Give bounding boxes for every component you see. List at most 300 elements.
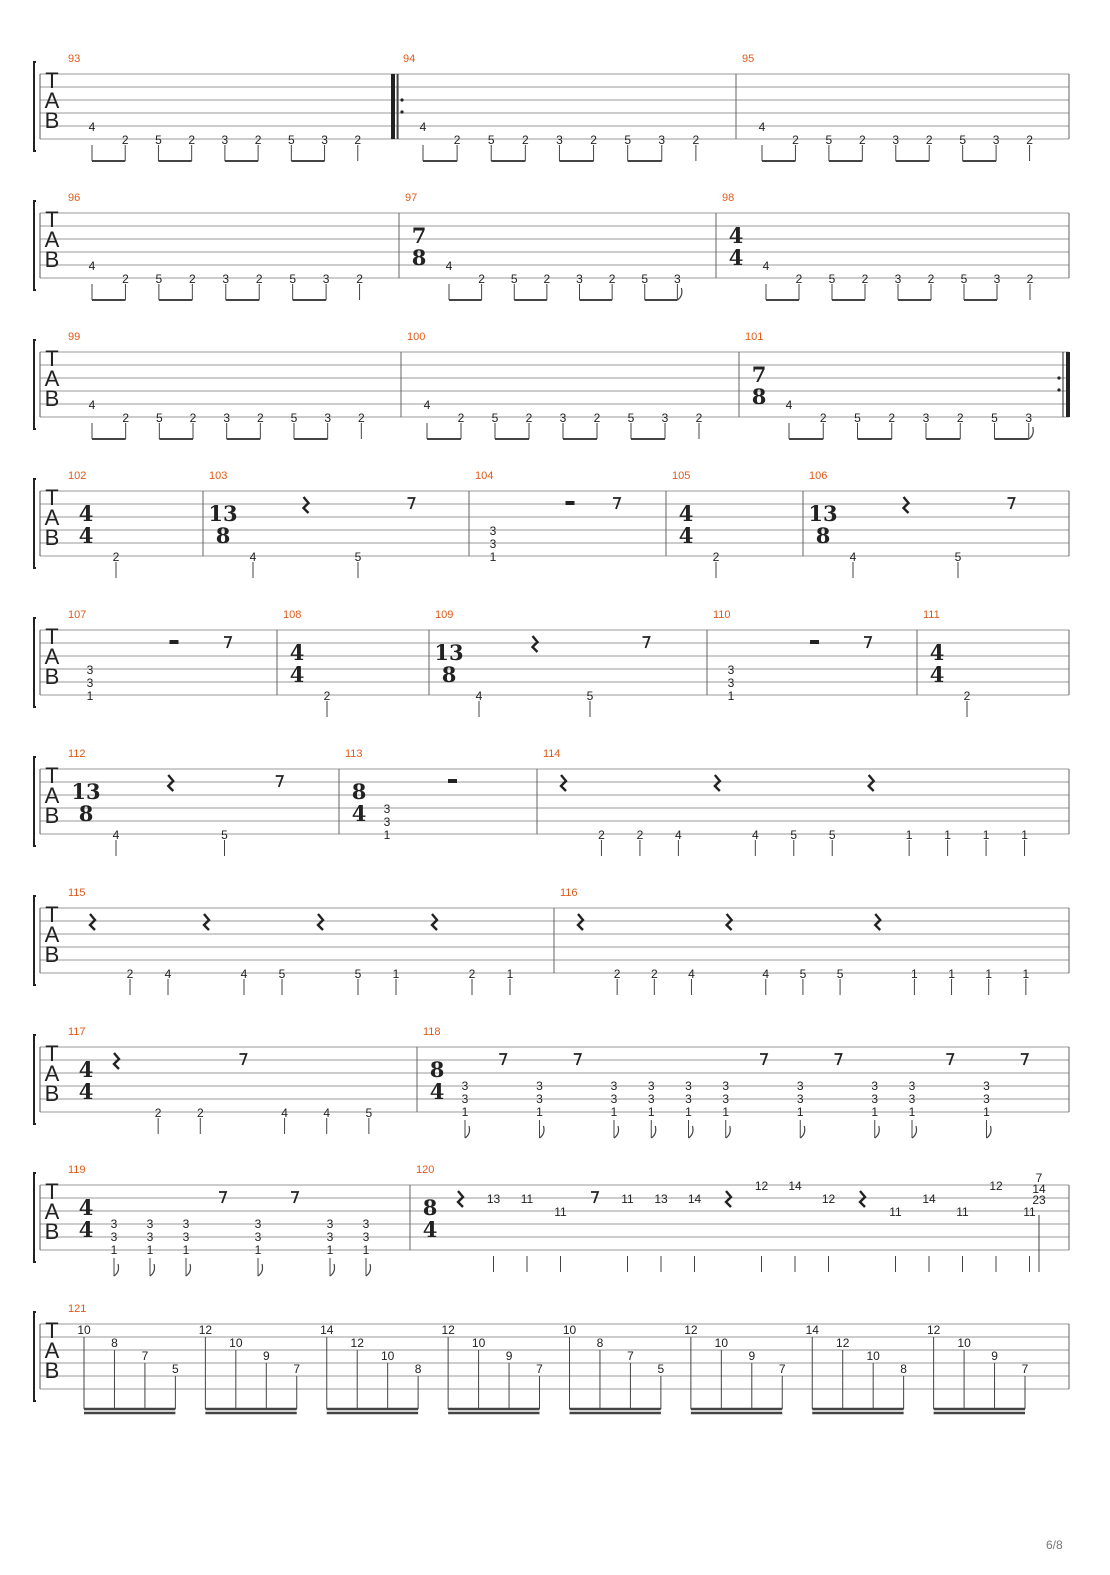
fret-number: 3 — [871, 1092, 879, 1106]
measure-number: 103 — [209, 470, 228, 482]
fret-number: 2 — [196, 1106, 204, 1120]
fret-number: 3 — [362, 1230, 370, 1244]
fret-number: 2 — [189, 411, 197, 425]
tab-clef-letter: B — [44, 1081, 60, 1106]
fret-number: 1 — [722, 1105, 730, 1119]
fret-number: 1 — [146, 1243, 154, 1257]
fret-number: 4 — [281, 1106, 288, 1120]
fret-number: 3 — [908, 1092, 916, 1106]
fret-number: 5 — [825, 133, 833, 147]
fret-number: 1 — [982, 828, 990, 842]
quarter-rest — [318, 914, 323, 930]
fret-number: 3 — [983, 1092, 990, 1106]
tab-clef-letter: T — [45, 1041, 59, 1066]
fret-number: 7 — [1035, 1171, 1043, 1185]
time-signature-denominator: 4 — [422, 1217, 438, 1242]
fret-number: 2 — [255, 272, 263, 286]
time-signature-numerator: 4 — [289, 640, 305, 665]
tab-clef-letter: B — [44, 1219, 60, 1244]
fret-number: 3 — [461, 1079, 469, 1093]
fret-number: 3 — [254, 1230, 262, 1244]
fret-number: 2 — [256, 411, 264, 425]
note-flag — [540, 1126, 545, 1138]
fret-number: 7 — [778, 1362, 786, 1376]
fret-number: 2 — [888, 411, 896, 425]
fret-number: 1 — [1021, 828, 1028, 842]
system-bracket — [34, 479, 36, 568]
fret-number: 9 — [262, 1349, 270, 1363]
quarter-rest — [458, 1191, 463, 1207]
fret-number: 5 — [627, 411, 635, 425]
fret-number: 3 — [661, 411, 669, 425]
fret-number: 5 — [287, 133, 295, 147]
fret-number: 5 — [790, 828, 798, 842]
fret-number: 4 — [751, 828, 759, 842]
note-flag — [465, 1126, 470, 1138]
fret-number: 13 — [654, 1192, 668, 1206]
tab-clef-letter: T — [45, 902, 59, 927]
fret-number: 3 — [559, 411, 567, 425]
system-bracket — [34, 340, 36, 429]
fret-number: 2 — [122, 272, 129, 286]
fret-number: 1 — [985, 967, 993, 981]
fret-number: 5 — [657, 1362, 665, 1376]
fret-number: 2 — [712, 550, 720, 564]
fret-number: 2 — [126, 967, 134, 981]
fret-number: 9 — [748, 1349, 756, 1363]
fret-number: 3 — [727, 663, 735, 677]
measure-number: 112 — [68, 748, 86, 760]
fret-number: 12 — [684, 1323, 698, 1337]
note-flag — [1029, 427, 1034, 439]
fret-number: 9 — [505, 1349, 513, 1363]
fret-number: 2 — [356, 272, 363, 286]
time-signature-numerator: 8 — [422, 1195, 438, 1220]
fret-number: 5 — [854, 411, 861, 425]
measure-number: 113 — [345, 748, 363, 760]
time-signature-denominator: 4 — [78, 1079, 94, 1104]
fret-number: 12 — [754, 1179, 769, 1193]
quarter-rest — [204, 914, 209, 930]
fret-number: 1 — [908, 1105, 916, 1119]
tab-clef-letter: A — [44, 505, 60, 530]
fret-number: 4 — [88, 398, 96, 412]
time-signature-denominator: 8 — [411, 245, 427, 270]
fret-number: 11 — [1023, 1205, 1036, 1219]
fret-number: 2 — [188, 272, 196, 286]
note-flag — [651, 1126, 656, 1138]
half-rest — [566, 501, 575, 505]
fret-number: 12 — [821, 1192, 836, 1206]
fret-number: 2 — [121, 133, 129, 147]
time-signature-numerator: 4 — [78, 1195, 94, 1220]
fret-number: 5 — [828, 828, 836, 842]
time-signature-numerator: 8 — [429, 1057, 445, 1082]
time-signature-denominator: 4 — [678, 523, 694, 548]
fret-number: 3 — [322, 272, 330, 286]
fret-number: 3 — [536, 1079, 543, 1093]
fret-number: 5 — [155, 133, 162, 147]
fret-number: 12 — [836, 1336, 850, 1350]
fret-number: 7 — [293, 1362, 301, 1376]
fret-number: 3 — [461, 1092, 469, 1106]
tab-clef-letter: B — [44, 1358, 60, 1383]
measure-number: 102 — [68, 470, 87, 482]
fret-number: 4 — [419, 120, 427, 134]
fret-number: 1 — [983, 1105, 990, 1119]
fret-number: 2 — [254, 133, 262, 147]
fret-number: 5 — [290, 411, 298, 425]
fret-number: 1 — [506, 967, 514, 981]
fret-number: 11 — [621, 1192, 634, 1206]
fret-number: 3 — [576, 272, 583, 286]
fret-number: 14 — [320, 1323, 334, 1337]
fret-number: 4 — [762, 967, 770, 981]
quarter-rest — [533, 636, 538, 652]
fret-number: 3 — [221, 133, 229, 147]
fret-number: 4 — [240, 967, 248, 981]
note-flag — [726, 1126, 731, 1138]
fret-number: 3 — [685, 1079, 692, 1093]
half-rest — [170, 640, 179, 644]
fret-number: 3 — [321, 133, 328, 147]
fret-number: 10 — [866, 1349, 880, 1363]
time-signature-denominator: 4 — [289, 662, 305, 687]
fret-number: 3 — [222, 272, 230, 286]
fret-number: 12 — [989, 1179, 1003, 1193]
fret-number: 1 — [685, 1105, 692, 1119]
time-signature-numerator: 4 — [678, 501, 694, 526]
fret-number: 2 — [478, 272, 485, 286]
time-signature-denominator: 8 — [751, 384, 767, 409]
fret-number: 2 — [650, 967, 658, 981]
fret-number: 2 — [598, 828, 605, 842]
fret-number: 3 — [254, 1217, 262, 1231]
time-signature-denominator: 8 — [215, 523, 231, 548]
note-flag — [258, 1264, 263, 1276]
fret-number: 5 — [836, 967, 844, 981]
fret-number: 3 — [489, 524, 497, 538]
fret-number: 4 — [688, 967, 695, 981]
fret-number: 3 — [536, 1092, 543, 1106]
measure-number: 106 — [809, 470, 828, 482]
fret-number: 1 — [326, 1243, 334, 1257]
system-bracket — [34, 62, 36, 151]
fret-number: 3 — [647, 1079, 655, 1093]
fret-number: 12 — [441, 1323, 455, 1337]
system-bracket — [34, 896, 36, 985]
fret-number: 2 — [525, 411, 533, 425]
fret-number: 3 — [610, 1092, 618, 1106]
fret-number: 2 — [357, 411, 365, 425]
fret-number: 5 — [278, 967, 286, 981]
tab-clef-letter: T — [45, 763, 59, 788]
fret-number: 3 — [383, 802, 391, 816]
fret-number: 5 — [221, 828, 228, 842]
time-signature-numerator: 4 — [78, 501, 94, 526]
quarter-rest — [90, 914, 95, 930]
fret-number: 8 — [111, 1336, 118, 1350]
fret-number: 10 — [380, 1349, 395, 1363]
measure-number: 104 — [475, 470, 494, 482]
tab-clef-letter: T — [45, 346, 59, 371]
fret-number: 5 — [155, 411, 163, 425]
fret-number: 5 — [954, 550, 962, 564]
fret-number: 11 — [889, 1205, 902, 1219]
tab-clef-letter: A — [44, 922, 60, 947]
fret-number: 2 — [819, 411, 827, 425]
quarter-rest — [904, 497, 909, 513]
fret-number: 2 — [1026, 272, 1034, 286]
fret-number: 5 — [487, 133, 495, 147]
fret-number: 1 — [362, 1243, 370, 1257]
quarter-rest — [715, 775, 720, 791]
fret-number: 3 — [146, 1217, 154, 1231]
half-rest — [810, 640, 819, 644]
tab-clef-letter: A — [44, 1061, 60, 1086]
note-flag — [912, 1126, 917, 1138]
fret-number: 10 — [714, 1336, 729, 1350]
fret-number: 2 — [636, 828, 644, 842]
quarter-rest — [561, 775, 566, 791]
fret-number: 1 — [392, 967, 400, 981]
time-signature-numerator: 4 — [78, 1057, 94, 1082]
fret-number: 2 — [188, 133, 196, 147]
fret-number: 2 — [613, 967, 621, 981]
note-flag — [114, 1264, 119, 1276]
system-bracket — [34, 618, 36, 707]
fret-number: 5 — [155, 272, 163, 286]
tab-clef-letter: B — [44, 386, 60, 411]
fret-number: 5 — [960, 272, 968, 286]
measure-number: 97 — [405, 192, 418, 204]
fret-number: 2 — [593, 411, 601, 425]
system-bracket — [34, 757, 36, 846]
fret-number: 2 — [861, 272, 869, 286]
time-signature-denominator: 8 — [441, 662, 457, 687]
fret-number: 11 — [956, 1205, 969, 1219]
fret-number: 13 — [486, 1192, 501, 1206]
system-bracket — [34, 1173, 36, 1262]
fret-number: 5 — [586, 689, 594, 703]
fret-number: 12 — [350, 1336, 364, 1350]
tab-clef-letter: B — [44, 525, 60, 550]
fret-number: 2 — [453, 133, 461, 147]
tab-clef-letter: T — [45, 207, 59, 232]
fret-number: 1 — [948, 967, 955, 981]
note-flag — [186, 1264, 191, 1276]
fret-number: 14 — [805, 1323, 819, 1337]
fret-number: 5 — [354, 550, 362, 564]
fret-number: 2 — [154, 1106, 162, 1120]
quarter-rest — [168, 775, 173, 791]
fret-number: 1 — [647, 1105, 655, 1119]
note-flag — [800, 1126, 805, 1138]
fret-number: 23 — [1032, 1193, 1046, 1207]
time-signature-numerator: 7 — [751, 362, 767, 387]
fret-number: 3 — [110, 1217, 118, 1231]
time-signature-denominator: 4 — [351, 801, 367, 826]
note-flag — [875, 1126, 880, 1138]
tab-clef-letter: B — [44, 803, 60, 828]
fret-number: 3 — [992, 133, 1000, 147]
fret-number: 1 — [911, 967, 918, 981]
repeat-dot — [400, 98, 403, 101]
time-signature-numerator: 4 — [929, 640, 945, 665]
fret-number: 3 — [658, 133, 666, 147]
time-signature-denominator: 4 — [78, 523, 94, 548]
fret-number: 3 — [894, 272, 902, 286]
note-flag — [987, 1126, 992, 1138]
time-signature-denominator: 8 — [815, 523, 831, 548]
fret-number: 2 — [608, 272, 616, 286]
note-flag — [689, 1126, 694, 1138]
fret-number: 2 — [963, 689, 971, 703]
fret-number: 4 — [164, 967, 172, 981]
fret-number: 3 — [489, 537, 497, 551]
fret-number: 1 — [610, 1105, 618, 1119]
tab-clef-letter: B — [44, 108, 60, 133]
fret-number: 11 — [554, 1205, 567, 1219]
fret-number: 5 — [172, 1362, 179, 1376]
fret-number: 7 — [141, 1349, 149, 1363]
measure-number: 108 — [283, 609, 302, 621]
tab-clef-letter: A — [44, 227, 60, 252]
fret-number: 3 — [922, 411, 930, 425]
measure-number: 105 — [672, 470, 691, 482]
fret-number: 2 — [858, 133, 866, 147]
measure-number: 93 — [68, 53, 81, 65]
fret-number: 4 — [423, 398, 431, 412]
fret-number: 12 — [198, 1323, 213, 1337]
fret-number: 12 — [926, 1323, 941, 1337]
time-signature-numerator: 13 — [808, 501, 838, 526]
note-flag — [677, 288, 682, 300]
time-signature-denominator: 4 — [929, 662, 945, 687]
measure-number: 117 — [68, 1026, 86, 1038]
fret-number: 2 — [1026, 133, 1033, 147]
fret-number: 2 — [122, 411, 130, 425]
fret-number: 2 — [795, 272, 803, 286]
measure-number: 118 — [423, 1026, 441, 1038]
fret-number: 1 — [536, 1105, 543, 1119]
measure-number: 96 — [68, 192, 81, 204]
repeat-dot — [1057, 388, 1060, 391]
fret-number: 2 — [543, 272, 551, 286]
fret-number: 3 — [182, 1230, 190, 1244]
fret-number: 3 — [796, 1092, 804, 1106]
fret-number: 3 — [983, 1079, 990, 1093]
fret-number: 5 — [828, 272, 836, 286]
repeat-dot — [1057, 376, 1060, 379]
measure-number: 107 — [68, 609, 87, 621]
tab-clef-letter: B — [44, 942, 60, 967]
fret-number: 4 — [849, 550, 857, 564]
fret-number: 2 — [354, 133, 362, 147]
fret-number: 3 — [674, 272, 681, 286]
system-bracket — [34, 1312, 36, 1401]
fret-number: 1 — [110, 1243, 118, 1257]
fret-number: 3 — [110, 1230, 118, 1244]
measure-number: 100 — [407, 331, 426, 343]
time-signature-numerator: 13 — [71, 779, 101, 804]
measure-number: 98 — [722, 192, 735, 204]
fret-number: 2 — [927, 272, 935, 286]
fret-number: 5 — [991, 411, 998, 425]
fret-number: 3 — [892, 133, 900, 147]
fret-number: 8 — [900, 1362, 907, 1376]
fret-number: 4 — [88, 259, 96, 273]
fret-number: 11 — [520, 1192, 534, 1206]
tab-clef-letter: T — [45, 485, 59, 510]
fret-number: 2 — [792, 133, 799, 147]
fret-number: 1 — [944, 828, 951, 842]
measure-number: 111 — [923, 609, 940, 621]
measure-number: 99 — [68, 331, 81, 343]
fret-number: 4 — [675, 828, 682, 842]
fret-number: 3 — [383, 815, 391, 829]
fret-number: 1 — [905, 828, 913, 842]
measure-number: 110 — [713, 609, 731, 621]
fret-number: 4 — [249, 550, 257, 564]
fret-number: 2 — [590, 133, 597, 147]
fret-number: 10 — [229, 1336, 243, 1350]
measure-number: 120 — [416, 1164, 435, 1176]
measure-number: 109 — [435, 609, 454, 621]
fret-number: 4 — [88, 120, 96, 134]
measure-number: 121 — [68, 1303, 87, 1315]
fret-number: 4 — [475, 689, 483, 703]
tab-clef-letter: B — [44, 664, 60, 689]
quarter-rest — [304, 497, 309, 513]
tab-clef-letter: A — [44, 783, 60, 808]
quarter-rest — [860, 1191, 865, 1207]
measure-number: 101 — [745, 331, 764, 343]
system-bracket — [34, 1035, 36, 1124]
fret-number: 10 — [957, 1336, 971, 1350]
tab-clef-letter: A — [44, 1338, 60, 1363]
fret-number: 2 — [323, 689, 331, 703]
fret-number: 3 — [326, 1230, 334, 1244]
measure-number: 115 — [68, 887, 86, 899]
fret-number: 3 — [223, 411, 231, 425]
fret-number: 2 — [521, 133, 529, 147]
tab-clef-letter: A — [44, 88, 60, 113]
fret-number: 3 — [796, 1079, 804, 1093]
fret-number: 7 — [1021, 1362, 1029, 1376]
fret-number: 1 — [489, 550, 497, 564]
fret-number: 3 — [324, 411, 332, 425]
fret-number: 10 — [562, 1323, 577, 1337]
measure-number: 116 — [560, 887, 578, 899]
quarter-rest — [869, 775, 874, 791]
fret-number: 10 — [471, 1336, 486, 1350]
fret-number: 3 — [993, 272, 1001, 286]
repeat-dot — [400, 110, 403, 113]
note-flag — [614, 1126, 619, 1138]
time-signature-denominator: 4 — [78, 1217, 94, 1242]
tab-clef-letter: A — [44, 366, 60, 391]
quarter-rest — [727, 914, 732, 930]
measure-number: 94 — [403, 53, 416, 65]
fret-number: 1 — [383, 828, 391, 842]
fret-number: 3 — [86, 663, 94, 677]
fret-number: 8 — [596, 1336, 604, 1350]
fret-number: 1 — [796, 1105, 804, 1119]
fret-number: 4 — [785, 398, 793, 412]
fret-number: 4 — [445, 259, 453, 273]
fret-number: 1 — [871, 1105, 879, 1119]
